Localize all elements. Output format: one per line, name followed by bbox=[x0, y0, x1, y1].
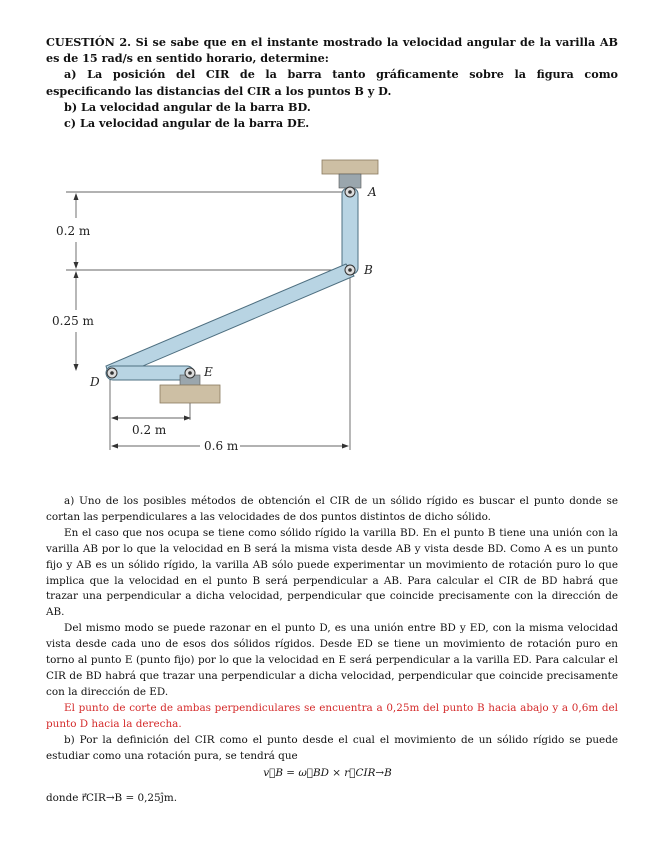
dim-lower-arrow-left bbox=[111, 416, 118, 421]
dim-bottom-arrow-left bbox=[111, 444, 118, 449]
question-part-a: a) La posición del CIR de la barra tanto gráficamente sobre la figura como especificando las distancias del CIR a los puntos B y D. bbox=[46, 67, 618, 98]
dim-upper-arrow-bottom bbox=[74, 262, 79, 269]
question-statement: CUESTIÓN 2. Si se sabe que en el instante mostrado la velocidad angular de la varilla AB es de 15 rad/s en sentido horario, determine: bbox=[46, 35, 618, 66]
dim-bottom-label: 0.6 m bbox=[204, 439, 239, 453]
pin-E-center bbox=[188, 371, 192, 375]
label-D: D bbox=[90, 375, 100, 389]
donde-line: donde r⃗CIR→B = 0,25ĵm. bbox=[46, 792, 178, 804]
dim-lower-label: 0.2 m bbox=[132, 423, 167, 437]
bar-BD bbox=[106, 264, 354, 380]
question-block bbox=[46, 34, 618, 131]
answer-paragraph-b: b) Por la definición del CIR como el punto desde el cual el movimiento de un sólido rígido se puede estudiar como una rotación pura, se tendrá que bbox=[46, 733, 618, 762]
answer-text bbox=[46, 494, 618, 764]
answer-result-red: El punto de corte de ambas perpendiculares se encuentra a 0,25m del punto B hacia abajo y a 0,6m del punto D hacia la derecha. bbox=[46, 701, 618, 730]
ceiling-support bbox=[322, 160, 378, 174]
pin-D-center bbox=[110, 371, 114, 375]
dim-upper-label: 0.2 m bbox=[56, 224, 91, 238]
question-part-c: c) La velocidad angular de la barra DE. bbox=[64, 116, 310, 131]
velocity-equation: v⃗B = ω⃗BD × r⃗CIR→B bbox=[263, 767, 392, 779]
dim-middle-arrow-top bbox=[74, 271, 79, 278]
bar-AB bbox=[342, 188, 358, 274]
label-A: A bbox=[368, 185, 377, 199]
label-E: E bbox=[204, 365, 213, 379]
answer-paragraph-2: En el caso que nos ocupa se tiene como sólido rígido la varilla BD. En el punto B tiene una unión con la varilla AB por lo que la velocidad en B será la misma vista desde AB y vista desde BD. Como A es un punto fijo y AB es un sólido rígido, la varilla AB sólo puede experimentar un movimiento de rotación puro lo que implica que la velocidad en el punto B será perpendicular a AB. Para calcular el CIR de BD habrá que trazar una perpendicular a dicha velocidad, perpendicular que coincide precisamente con la dirección de AB. bbox=[46, 526, 618, 619]
label-B: B bbox=[364, 263, 373, 277]
dim-upper-arrow-top bbox=[74, 193, 79, 200]
pin-A-center bbox=[348, 190, 352, 194]
dim-bottom-arrow-right bbox=[342, 444, 349, 449]
question-part-b: b) La velocidad angular de la barra BD. bbox=[64, 99, 311, 114]
ceiling-bracket bbox=[339, 174, 361, 188]
pin-B-center bbox=[348, 268, 352, 272]
dim-middle-arrow-bottom bbox=[74, 364, 79, 371]
dim-middle-label: 0.25 m bbox=[52, 314, 94, 328]
ground-support-E bbox=[160, 385, 220, 403]
answer-paragraph-3: Del mismo modo se puede razonar en el punto D, es una unión entre BD y ED, con la misma velocidad vista desde cada uno de esos dos sólidos rígidos. Desde ED se tiene un movimiento de rotación puro en torno al punto E (punto fijo) por lo que la velocidad en E será perpendicular a la varilla ED. Para calcular el CIR de BD habrá que trazar una perpendicular a dicha velocidad, perpendicular que coincide precisamente con la dirección de ED. bbox=[46, 622, 618, 698]
mechanism-figure bbox=[40, 150, 640, 470]
answer-paragraph-1: a) Uno de los posibles métodos de obtención el CIR de un sólido rígido es buscar el punto donde se cortan las perpendiculares a las velocidades de dos puntos distintos de dicho sólido. bbox=[46, 495, 618, 523]
